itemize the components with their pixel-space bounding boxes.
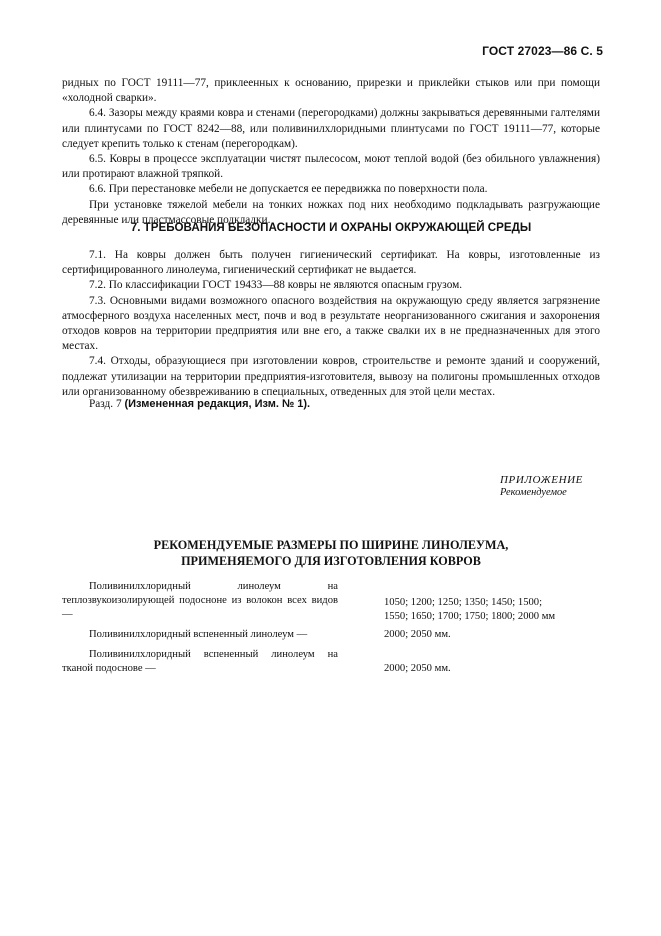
- paragraph: 6.6. При перестановке мебели не допускается ее передвижка по поверхности пола.: [89, 183, 488, 196]
- size-row: [62, 580, 600, 628]
- amendment-note: [89, 398, 310, 410]
- appendix-label: [500, 474, 583, 498]
- paragraph: При установке тяжелой мебели на тонких ножках под них необходимо подкладывать разгружающие деревянные или пластмассовые подкладки.: [62, 198, 600, 226]
- section-7-body: [62, 248, 600, 400]
- size-value-line: 2000; 2050 мм.: [384, 629, 451, 640]
- size-row: [62, 648, 600, 682]
- section-6-continuation: [62, 76, 600, 228]
- paragraph: 7.3. Основными видами возможного опасного воздействия на окружающую среду является загрязнение атмосферного воздуха населенных мест, почв и вод в результате неорганизованного сжигания и захоронения отходов ковров на территории предприятия или вне его, а также свалки их в не предназначенных для этого местах.: [62, 294, 600, 353]
- appendix-heading-line: ПРИМЕНЯЕМОГО ДЛЯ ИЗГОТОВЛЕНИЯ КОВРОВ: [181, 554, 481, 568]
- page-header: ГОСТ 27023—86 С. 5: [482, 44, 603, 58]
- appendix-title: ПРИЛОЖЕНИЕ: [500, 474, 583, 486]
- amendment-prefix: Разд. 7: [89, 398, 122, 410]
- size-row: [62, 628, 600, 648]
- size-value-line: 2000; 2050 мм.: [384, 663, 451, 674]
- size-row-label: Поливинилхлоридный линолеум на теплозвукоизолирующей подосноне из волокон всех видов —: [62, 581, 338, 620]
- appendix-heading-line: РЕКОМЕНДУЕМЫЕ РАЗМЕРЫ ПО ШИРИНЕ ЛИНОЛЕУМА,: [153, 538, 509, 552]
- paragraph: 7.2. По классификации ГОСТ 19433—88 ковры не являются опасным грузом.: [89, 279, 463, 292]
- paragraph: 6.5. Ковры в процессе эксплуатации чистят пылесосом, моют теплой водой (без обильного увлажнения) или протирают влажной тряпкой.: [62, 153, 600, 181]
- paragraph: 7.1. На ковры должен быть получен гигиенический сертификат. На ковры, изготовленные из сертифицированного линолеума, гигиенический сертификат не выдается.: [62, 249, 600, 277]
- size-value-line: 1550; 1650; 1700; 1750; 1800; 2000 мм: [384, 611, 556, 622]
- size-value-line: 1050; 1200; 1250; 1350; 1450; 1500;: [384, 597, 543, 608]
- paragraph: 7.4. Отходы, образующиеся при изготовлении ковров, строительстве и ремонте зданий и сооружений, подлежат утилизации на территории предприятия-изготовителя, вывозу на полигоны промышленных отходов или организованному обезвреживанию в специальных, отведенных для этой цели местах.: [62, 355, 600, 398]
- amendment-bold: (Измененная редакция, Изм. № 1).: [124, 398, 311, 410]
- size-row-label: Поливинилхлоридный вспененный линолеум —: [89, 629, 308, 640]
- size-row-value: [384, 628, 600, 642]
- size-row-value: [384, 596, 600, 624]
- size-row-label: Поливинилхлоридный вспененный линолеум на тканой подоснове —: [62, 649, 338, 674]
- appendix-heading: [62, 537, 600, 569]
- size-row-value: [384, 662, 600, 676]
- sizes-list: [62, 580, 600, 682]
- section-7-heading: 7. ТРЕБОВАНИЯ БЕЗОПАСНОСТИ И ОХРАНЫ ОКРУЖАЮЩЕЙ СРЕДЫ: [130, 221, 532, 234]
- appendix-subtitle: Рекомендуемое: [500, 487, 567, 498]
- paragraph: 6.4. Зазоры между краями ковра и стенами (перегородками) должны закрываться деревянными галтелями или плинтусами по ГОСТ 8242—88, или поливинилхлоридными плинтусами по ГОСТ 19111—77, которые следует крепить только к стенам (перегородкам).: [62, 107, 600, 150]
- paragraph: ридных по ГОСТ 19111—77, приклеенных к основанию, прирезки и приклейки стыков или при помощи «холодной сварки».: [62, 77, 600, 105]
